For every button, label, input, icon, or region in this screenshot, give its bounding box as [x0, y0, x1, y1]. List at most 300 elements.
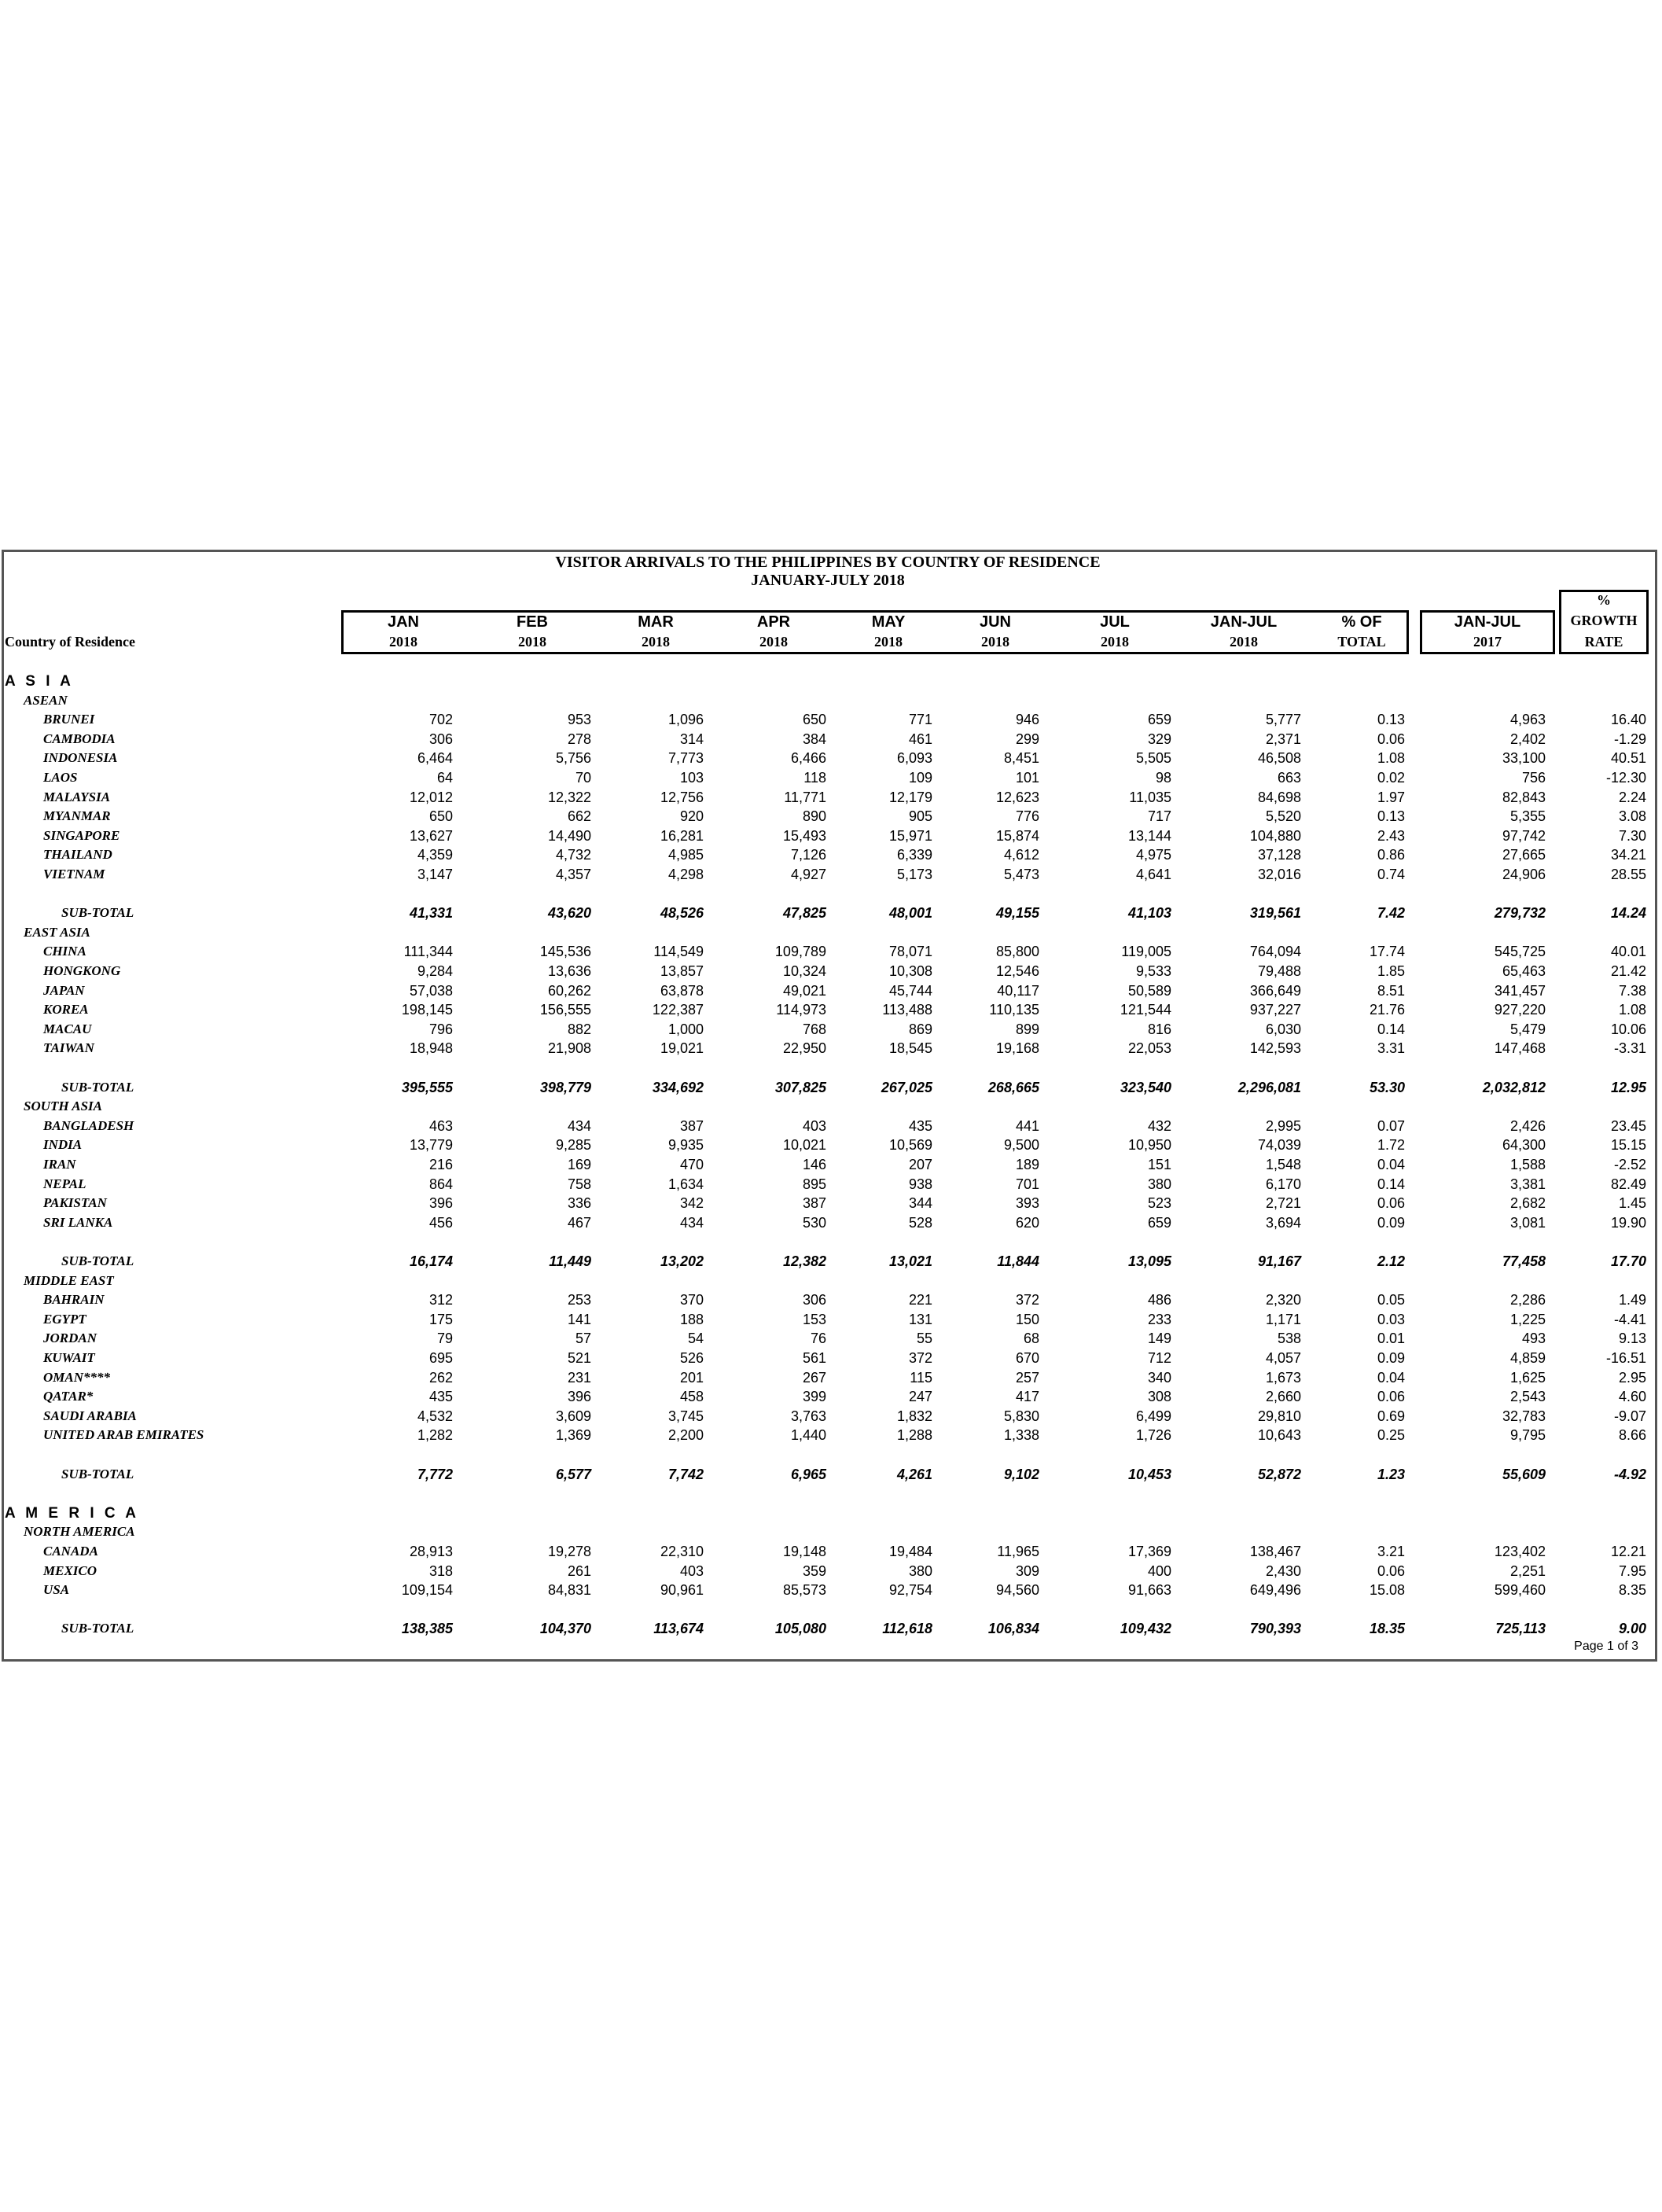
cell-value: 526 — [679, 1350, 704, 1366]
cell-value: 10,324 — [782, 963, 826, 979]
cell-value: 10,308 — [888, 963, 932, 979]
cell-value: 1,338 — [1003, 1427, 1039, 1444]
cell-value: 19,021 — [660, 1040, 704, 1057]
column-header-top: FEB — [517, 613, 548, 631]
cell-value: 299 — [1015, 731, 1039, 747]
subtotal-label: SUB-TOTAL — [61, 1253, 134, 1268]
cell-value: 13,144 — [1127, 827, 1171, 844]
cell-value: 796 — [428, 1021, 453, 1037]
cell-value: 8.35 — [1618, 1582, 1646, 1599]
cell-value: 756 — [1521, 770, 1546, 786]
country-label: VIETNAM — [43, 867, 105, 881]
country-label: UNITED ARAB EMIRATES — [43, 1427, 204, 1443]
cell-value: 1.49 — [1618, 1292, 1646, 1308]
cell-value: 115 — [910, 1369, 932, 1386]
country-label: CANADA — [43, 1544, 98, 1559]
cell-value: 9,533 — [1135, 963, 1171, 979]
cell-value: 113,488 — [882, 1002, 932, 1018]
cell-value: 10,453 — [1127, 1466, 1171, 1482]
cell-value: 2,682 — [1509, 1195, 1546, 1212]
cell-value: 233 — [1147, 1311, 1171, 1327]
cell-value: 12,623 — [995, 789, 1039, 805]
table-row — [0, 866, 1656, 885]
cell-value: 538 — [1277, 1331, 1301, 1347]
cell-value: 938 — [908, 1176, 932, 1192]
cell-value: 12,322 — [547, 789, 591, 805]
table-row — [0, 1369, 1656, 1388]
cell-value: 64,300 — [1502, 1137, 1546, 1154]
cell-value: 145,536 — [539, 944, 591, 960]
cell-value: 2.43 — [1377, 827, 1405, 844]
cell-value: 1.08 — [1618, 1002, 1646, 1018]
cell-value: 486 — [1147, 1292, 1171, 1308]
cell-value: 7.95 — [1618, 1562, 1646, 1579]
cell-value: 1,440 — [790, 1427, 826, 1444]
cell-value: 13,627 — [409, 827, 453, 844]
cell-value: 189 — [1015, 1157, 1039, 1172]
country-label: OMAN**** — [43, 1369, 111, 1385]
cell-value: 1.72 — [1377, 1137, 1405, 1154]
cell-value: 50,589 — [1127, 982, 1171, 999]
country-label: TAIWAN — [43, 1040, 94, 1056]
cell-value: 434 — [567, 1117, 591, 1134]
cell-value: 3.08 — [1618, 808, 1646, 825]
cell-value: 14,490 — [547, 827, 591, 844]
cell-value: 456 — [428, 1214, 453, 1231]
cell-value: 3,745 — [667, 1408, 704, 1424]
spacer-row — [0, 1446, 1656, 1465]
cell-value: 6,170 — [1265, 1176, 1301, 1192]
cell-value: 13,636 — [547, 963, 591, 979]
cell-value: 306 — [802, 1292, 826, 1308]
cell-value: 114,973 — [776, 1002, 826, 1018]
table-row — [0, 1156, 1656, 1175]
cell-value: 5,479 — [1509, 1021, 1546, 1037]
country-label: KUWAIT — [43, 1350, 95, 1365]
cell-value: 0.06 — [1377, 731, 1405, 747]
table-row — [0, 846, 1656, 865]
table-row — [0, 711, 1656, 730]
cell-value: 0.13 — [1377, 808, 1405, 825]
cell-value: 650 — [802, 712, 826, 728]
country-label: NEPAL — [43, 1176, 86, 1191]
cell-value: 6,577 — [555, 1466, 591, 1482]
cell-value: 13,095 — [1127, 1253, 1171, 1269]
table-row — [0, 1562, 1656, 1581]
cell-value: 15,971 — [888, 827, 932, 844]
cell-value: 6,093 — [896, 750, 932, 767]
cell-value: 74,039 — [1257, 1137, 1301, 1154]
cell-value: 8,451 — [1003, 750, 1039, 767]
cell-value: 37,128 — [1257, 847, 1301, 863]
cell-value: 85,573 — [782, 1582, 826, 1599]
cell-value: 530 — [802, 1214, 826, 1231]
cell-value: 1,588 — [1509, 1157, 1546, 1172]
country-label: BRUNEI — [43, 712, 95, 727]
cell-value: 4,975 — [1135, 847, 1171, 863]
cell-value: 17.70 — [1610, 1253, 1646, 1269]
cell-value: 4,359 — [417, 847, 453, 863]
cell-value: 342 — [679, 1195, 704, 1212]
table-row — [0, 1021, 1656, 1040]
cell-value: 1,673 — [1265, 1369, 1301, 1386]
cell-value: 5,756 — [555, 750, 591, 767]
cell-value: 60,262 — [547, 982, 591, 999]
cell-value: 68 — [1023, 1331, 1039, 1347]
cell-value: 247 — [908, 1389, 932, 1405]
cell-value: 267 — [802, 1369, 826, 1386]
column-header-bottom: 2018 — [874, 634, 903, 650]
cell-value: 1,000 — [667, 1021, 704, 1037]
cell-value: 0.69 — [1377, 1408, 1405, 1424]
country-label: MALAYSIA — [43, 789, 111, 804]
cell-value: 12,012 — [409, 789, 453, 805]
column-header-top: APR — [756, 613, 791, 631]
cell-value: 0.74 — [1377, 867, 1405, 882]
cell-value: 21,908 — [547, 1040, 591, 1057]
cell-value: 0.09 — [1377, 1214, 1405, 1231]
cell-value: 22,950 — [782, 1040, 826, 1057]
cell-value: 27,665 — [1502, 847, 1546, 863]
cell-value: 106,834 — [987, 1621, 1039, 1637]
cell-value: 314 — [679, 731, 704, 747]
cell-value: 138,467 — [1249, 1544, 1301, 1559]
cell-value: 712 — [1147, 1350, 1171, 1366]
cell-value: 953 — [567, 712, 591, 728]
cell-value: 370 — [679, 1292, 704, 1308]
cell-value: 119,005 — [1121, 944, 1171, 960]
cell-value: 1.97 — [1377, 789, 1405, 805]
cell-value: 12,179 — [888, 789, 932, 805]
cell-value: 14.24 — [1610, 905, 1646, 922]
cell-value: 4,298 — [667, 867, 704, 882]
cell-value: 5,173 — [896, 867, 932, 882]
column-header-bottom: 2018 — [1101, 634, 1129, 650]
cell-value: 10,021 — [782, 1137, 826, 1154]
column-header-bottom: 2018 — [981, 634, 1009, 650]
cell-value: 18.35 — [1369, 1621, 1405, 1637]
cell-value: 1,171 — [1265, 1311, 1301, 1327]
cell-value: 0.25 — [1377, 1427, 1405, 1444]
cell-value: 19,278 — [547, 1544, 591, 1559]
column-header-top: JUN — [979, 613, 1011, 631]
cell-value: 776 — [1015, 808, 1039, 825]
cell-value: 70 — [575, 770, 591, 786]
cell-value: 528 — [908, 1214, 932, 1231]
cell-value: 768 — [802, 1021, 826, 1037]
cell-value: 0.09 — [1377, 1350, 1405, 1366]
column-header-bottom: 2017 — [1473, 634, 1502, 650]
table-row — [0, 904, 1656, 923]
cell-value: 470 — [679, 1157, 704, 1172]
column-header-top: JUL — [1100, 613, 1130, 631]
cell-value: 11,771 — [784, 789, 826, 805]
cell-value: 3,763 — [790, 1408, 826, 1424]
cell-value: 400 — [1147, 1562, 1171, 1579]
cell-value: 49,155 — [995, 905, 1039, 922]
spacer-row — [0, 1601, 1656, 1620]
cell-value: 662 — [567, 808, 591, 825]
column-header-top: JAN — [387, 613, 419, 631]
cell-value: 40,117 — [997, 982, 1039, 999]
cell-value: 109,154 — [401, 1582, 453, 1599]
cell-value: 890 — [802, 808, 826, 825]
cell-value: 0.06 — [1377, 1195, 1405, 1212]
country-label: KOREA — [43, 1002, 89, 1018]
cell-value: 78,071 — [888, 944, 932, 960]
cell-value: 45,744 — [888, 982, 932, 999]
cell-value: 19.90 — [1610, 1214, 1646, 1231]
cell-value: 1,096 — [667, 712, 704, 728]
country-label: BAHRAIN — [43, 1292, 105, 1308]
country-label: USA — [43, 1582, 70, 1598]
table-row — [0, 1543, 1656, 1562]
cell-value: 306 — [428, 731, 453, 747]
cell-value: 2.95 — [1618, 1369, 1646, 1386]
cell-value: 398,779 — [539, 1079, 591, 1095]
cell-value: 253 — [567, 1292, 591, 1308]
country-label: EGYPT — [43, 1311, 86, 1327]
cell-value: 905 — [908, 808, 932, 825]
cell-value: 1,548 — [1265, 1157, 1301, 1172]
cell-value: 47,825 — [782, 905, 826, 922]
cell-value: 403 — [679, 1562, 704, 1579]
cell-value: 94,560 — [995, 1582, 1039, 1599]
cell-value: 149 — [1147, 1331, 1171, 1347]
report-title: VISITOR ARRIVALS TO THE PHILIPPINES BY COUNTRY OF RESIDENCE — [555, 554, 1101, 571]
cell-value: 5,355 — [1509, 808, 1546, 825]
column-header-top: JAN-JUL — [1454, 613, 1521, 631]
subregion-label: ASEAN — [24, 692, 68, 708]
cell-value: 717 — [1147, 808, 1171, 825]
table-row — [0, 1330, 1656, 1349]
cell-value: 7.30 — [1618, 827, 1646, 844]
cell-value: 19,168 — [995, 1040, 1039, 1057]
cell-value: 384 — [802, 731, 826, 747]
cell-value: 16,281 — [660, 827, 704, 844]
column-header-top: GROWTH — [1570, 613, 1638, 628]
cell-value: 387 — [802, 1195, 826, 1212]
cell-value: 380 — [1147, 1176, 1171, 1192]
cell-value: 4,859 — [1509, 1350, 1546, 1366]
cell-value: 725,113 — [1495, 1621, 1546, 1637]
cell-value: 79,488 — [1257, 963, 1301, 979]
cell-value: 434 — [679, 1214, 704, 1231]
cell-value: 1,634 — [667, 1176, 704, 1192]
country-label: BANGLADESH — [43, 1117, 134, 1133]
cell-value: 262 — [428, 1369, 453, 1386]
cell-value: 267,025 — [881, 1079, 932, 1095]
table-row — [0, 1523, 1656, 1542]
cell-value: 111,344 — [403, 944, 453, 960]
cell-value: 5,473 — [1003, 867, 1039, 882]
cell-value: 816 — [1147, 1021, 1171, 1037]
country-label: QATAR* — [43, 1389, 94, 1404]
cell-value: 6,464 — [417, 750, 453, 767]
table-row — [0, 924, 1656, 943]
cell-value: 11,035 — [1129, 789, 1171, 805]
table-row — [0, 672, 1656, 691]
cell-value: 0.01 — [1377, 1331, 1405, 1347]
cell-value: 372 — [1015, 1292, 1039, 1308]
column-header-bottom: TOTAL — [1337, 634, 1386, 650]
cell-value: 109 — [908, 770, 932, 786]
cell-value: 32,016 — [1257, 867, 1301, 882]
table-row — [0, 1311, 1656, 1330]
cell-value: 28,913 — [409, 1544, 453, 1559]
country-label: JORDAN — [43, 1331, 97, 1346]
cell-value: 790,393 — [1249, 1621, 1301, 1637]
table-row — [0, 1426, 1656, 1445]
country-label: SRI LANKA — [43, 1214, 113, 1230]
cell-value: 393 — [1015, 1195, 1039, 1212]
cell-value: 695 — [428, 1350, 453, 1366]
cell-value: 2,430 — [1265, 1562, 1301, 1579]
cell-value: 261 — [567, 1562, 591, 1579]
column-header-bottom: RATE — [1584, 634, 1623, 650]
cell-value: 54 — [687, 1331, 704, 1347]
cell-value: 4,612 — [1003, 847, 1039, 863]
table-row — [0, 1136, 1656, 1155]
cell-value: 82,843 — [1502, 789, 1546, 805]
country-label: HONGKONG — [43, 963, 121, 978]
cell-value: 77,458 — [1502, 1253, 1546, 1269]
cell-value: 309 — [1015, 1562, 1039, 1579]
cell-value: 34.21 — [1610, 847, 1646, 863]
cell-value: 17,369 — [1127, 1544, 1171, 1559]
cell-value: 22,053 — [1127, 1040, 1171, 1057]
cell-value: 758 — [567, 1176, 591, 1192]
cell-value: 112,618 — [882, 1621, 932, 1637]
cell-value: 24,906 — [1502, 867, 1546, 882]
column-header-top: % OF — [1341, 613, 1382, 631]
cell-value: 7.38 — [1618, 982, 1646, 999]
cell-value: 6,499 — [1135, 1408, 1171, 1424]
cell-value: 46,508 — [1257, 750, 1301, 767]
growth-percent-sign: % — [1597, 592, 1611, 608]
subtotal-label: SUB-TOTAL — [61, 1079, 134, 1095]
cell-value: 142,593 — [1249, 1040, 1301, 1057]
cell-value: -2.52 — [1613, 1157, 1646, 1172]
cell-value: 104,370 — [539, 1621, 591, 1637]
cell-value: 48,526 — [660, 905, 704, 922]
cell-value: 0.04 — [1377, 1157, 1405, 1172]
country-label: SAUDI ARABIA — [43, 1408, 137, 1423]
cell-value: 9,284 — [417, 963, 453, 979]
cell-value: 318 — [428, 1562, 453, 1579]
cell-value: 138,385 — [401, 1621, 453, 1637]
cell-value: -1.29 — [1613, 731, 1646, 747]
cell-value: 85,800 — [995, 944, 1039, 960]
cell-value: 15,493 — [782, 827, 826, 844]
column-header-bottom: 2018 — [642, 634, 670, 650]
cell-value: 151 — [1147, 1157, 1171, 1172]
cell-value: 201 — [679, 1369, 704, 1386]
cell-value: 207 — [908, 1157, 932, 1172]
cell-value: 395,555 — [401, 1079, 453, 1095]
table-row — [0, 789, 1656, 808]
cell-value: 33,100 — [1502, 750, 1546, 767]
cell-value: 1,832 — [896, 1408, 932, 1424]
cell-value: 5,830 — [1003, 1408, 1039, 1424]
cell-value: 9.00 — [1618, 1621, 1646, 1637]
cell-value: 1.23 — [1377, 1466, 1405, 1482]
cell-value: -12.30 — [1605, 770, 1646, 786]
table-row — [0, 1466, 1656, 1485]
cell-value: 91,167 — [1257, 1253, 1301, 1269]
country-label: IRAN — [43, 1157, 76, 1172]
cell-value: 40.01 — [1610, 944, 1646, 960]
cell-value: 6,466 — [790, 750, 826, 767]
cell-value: 147,468 — [1494, 1040, 1546, 1057]
cell-value: 435 — [428, 1389, 453, 1405]
cell-value: 32,783 — [1502, 1408, 1546, 1424]
cell-value: 28.55 — [1610, 867, 1646, 882]
cell-value: 417 — [1015, 1389, 1039, 1405]
cell-value: 334,692 — [652, 1079, 704, 1095]
cell-value: 109,789 — [774, 944, 826, 960]
cell-value: 21.42 — [1610, 963, 1646, 979]
cell-value: 114,549 — [653, 944, 704, 960]
cell-value: 2.12 — [1377, 1253, 1405, 1269]
cell-value: 323,540 — [1120, 1079, 1171, 1095]
cell-value: 461 — [908, 731, 932, 747]
cell-value: 15.08 — [1369, 1582, 1405, 1599]
cell-value: 937,227 — [1249, 1002, 1301, 1018]
cell-value: 65,463 — [1502, 963, 1546, 979]
cell-value: 620 — [1015, 1214, 1039, 1231]
cell-value: 599,460 — [1494, 1582, 1546, 1599]
cell-value: 12,382 — [782, 1253, 826, 1269]
cell-value: 92,754 — [888, 1582, 932, 1599]
cell-value: 319,561 — [1249, 905, 1301, 922]
column-header-top: JAN-JUL — [1210, 613, 1278, 631]
table-row — [0, 1291, 1656, 1310]
country-label: PAKISTAN — [43, 1195, 107, 1211]
country-label: INDONESIA — [43, 750, 118, 766]
cell-value: 458 — [679, 1389, 704, 1405]
cell-value: 48,001 — [888, 905, 932, 922]
subtotal-label: SUB-TOTAL — [61, 1621, 134, 1636]
cell-value: 4,985 — [667, 847, 704, 863]
table-row — [0, 943, 1656, 962]
cell-value: 22,310 — [660, 1544, 704, 1559]
cell-value: 97,742 — [1502, 827, 1546, 844]
cell-value: 4.60 — [1618, 1389, 1646, 1405]
cell-value: 882 — [567, 1021, 591, 1037]
table-row — [0, 827, 1656, 846]
cell-value: 2.24 — [1618, 789, 1646, 805]
cell-value: 545,725 — [1494, 944, 1546, 960]
cell-value: 15.15 — [1610, 1137, 1646, 1154]
cell-value: 8.51 — [1377, 982, 1405, 999]
subregion-label: SOUTH ASIA — [24, 1099, 102, 1114]
subregion-label: EAST ASIA — [24, 924, 90, 940]
column-header-bottom: 2018 — [389, 634, 417, 650]
cell-value: 1,625 — [1509, 1369, 1546, 1386]
cell-value: 1,369 — [555, 1427, 591, 1444]
cell-value: 0.06 — [1377, 1562, 1405, 1579]
cell-value: 0.05 — [1377, 1292, 1405, 1308]
table-row — [0, 1214, 1656, 1233]
cell-value: 268,665 — [987, 1079, 1039, 1095]
cell-value: 91,663 — [1127, 1582, 1171, 1599]
cell-value: 4,357 — [555, 867, 591, 882]
cell-value: 13,021 — [888, 1253, 932, 1269]
cell-value: 122,387 — [652, 1002, 704, 1018]
cell-value: 98 — [1155, 770, 1171, 786]
cell-value: 920 — [679, 808, 704, 825]
